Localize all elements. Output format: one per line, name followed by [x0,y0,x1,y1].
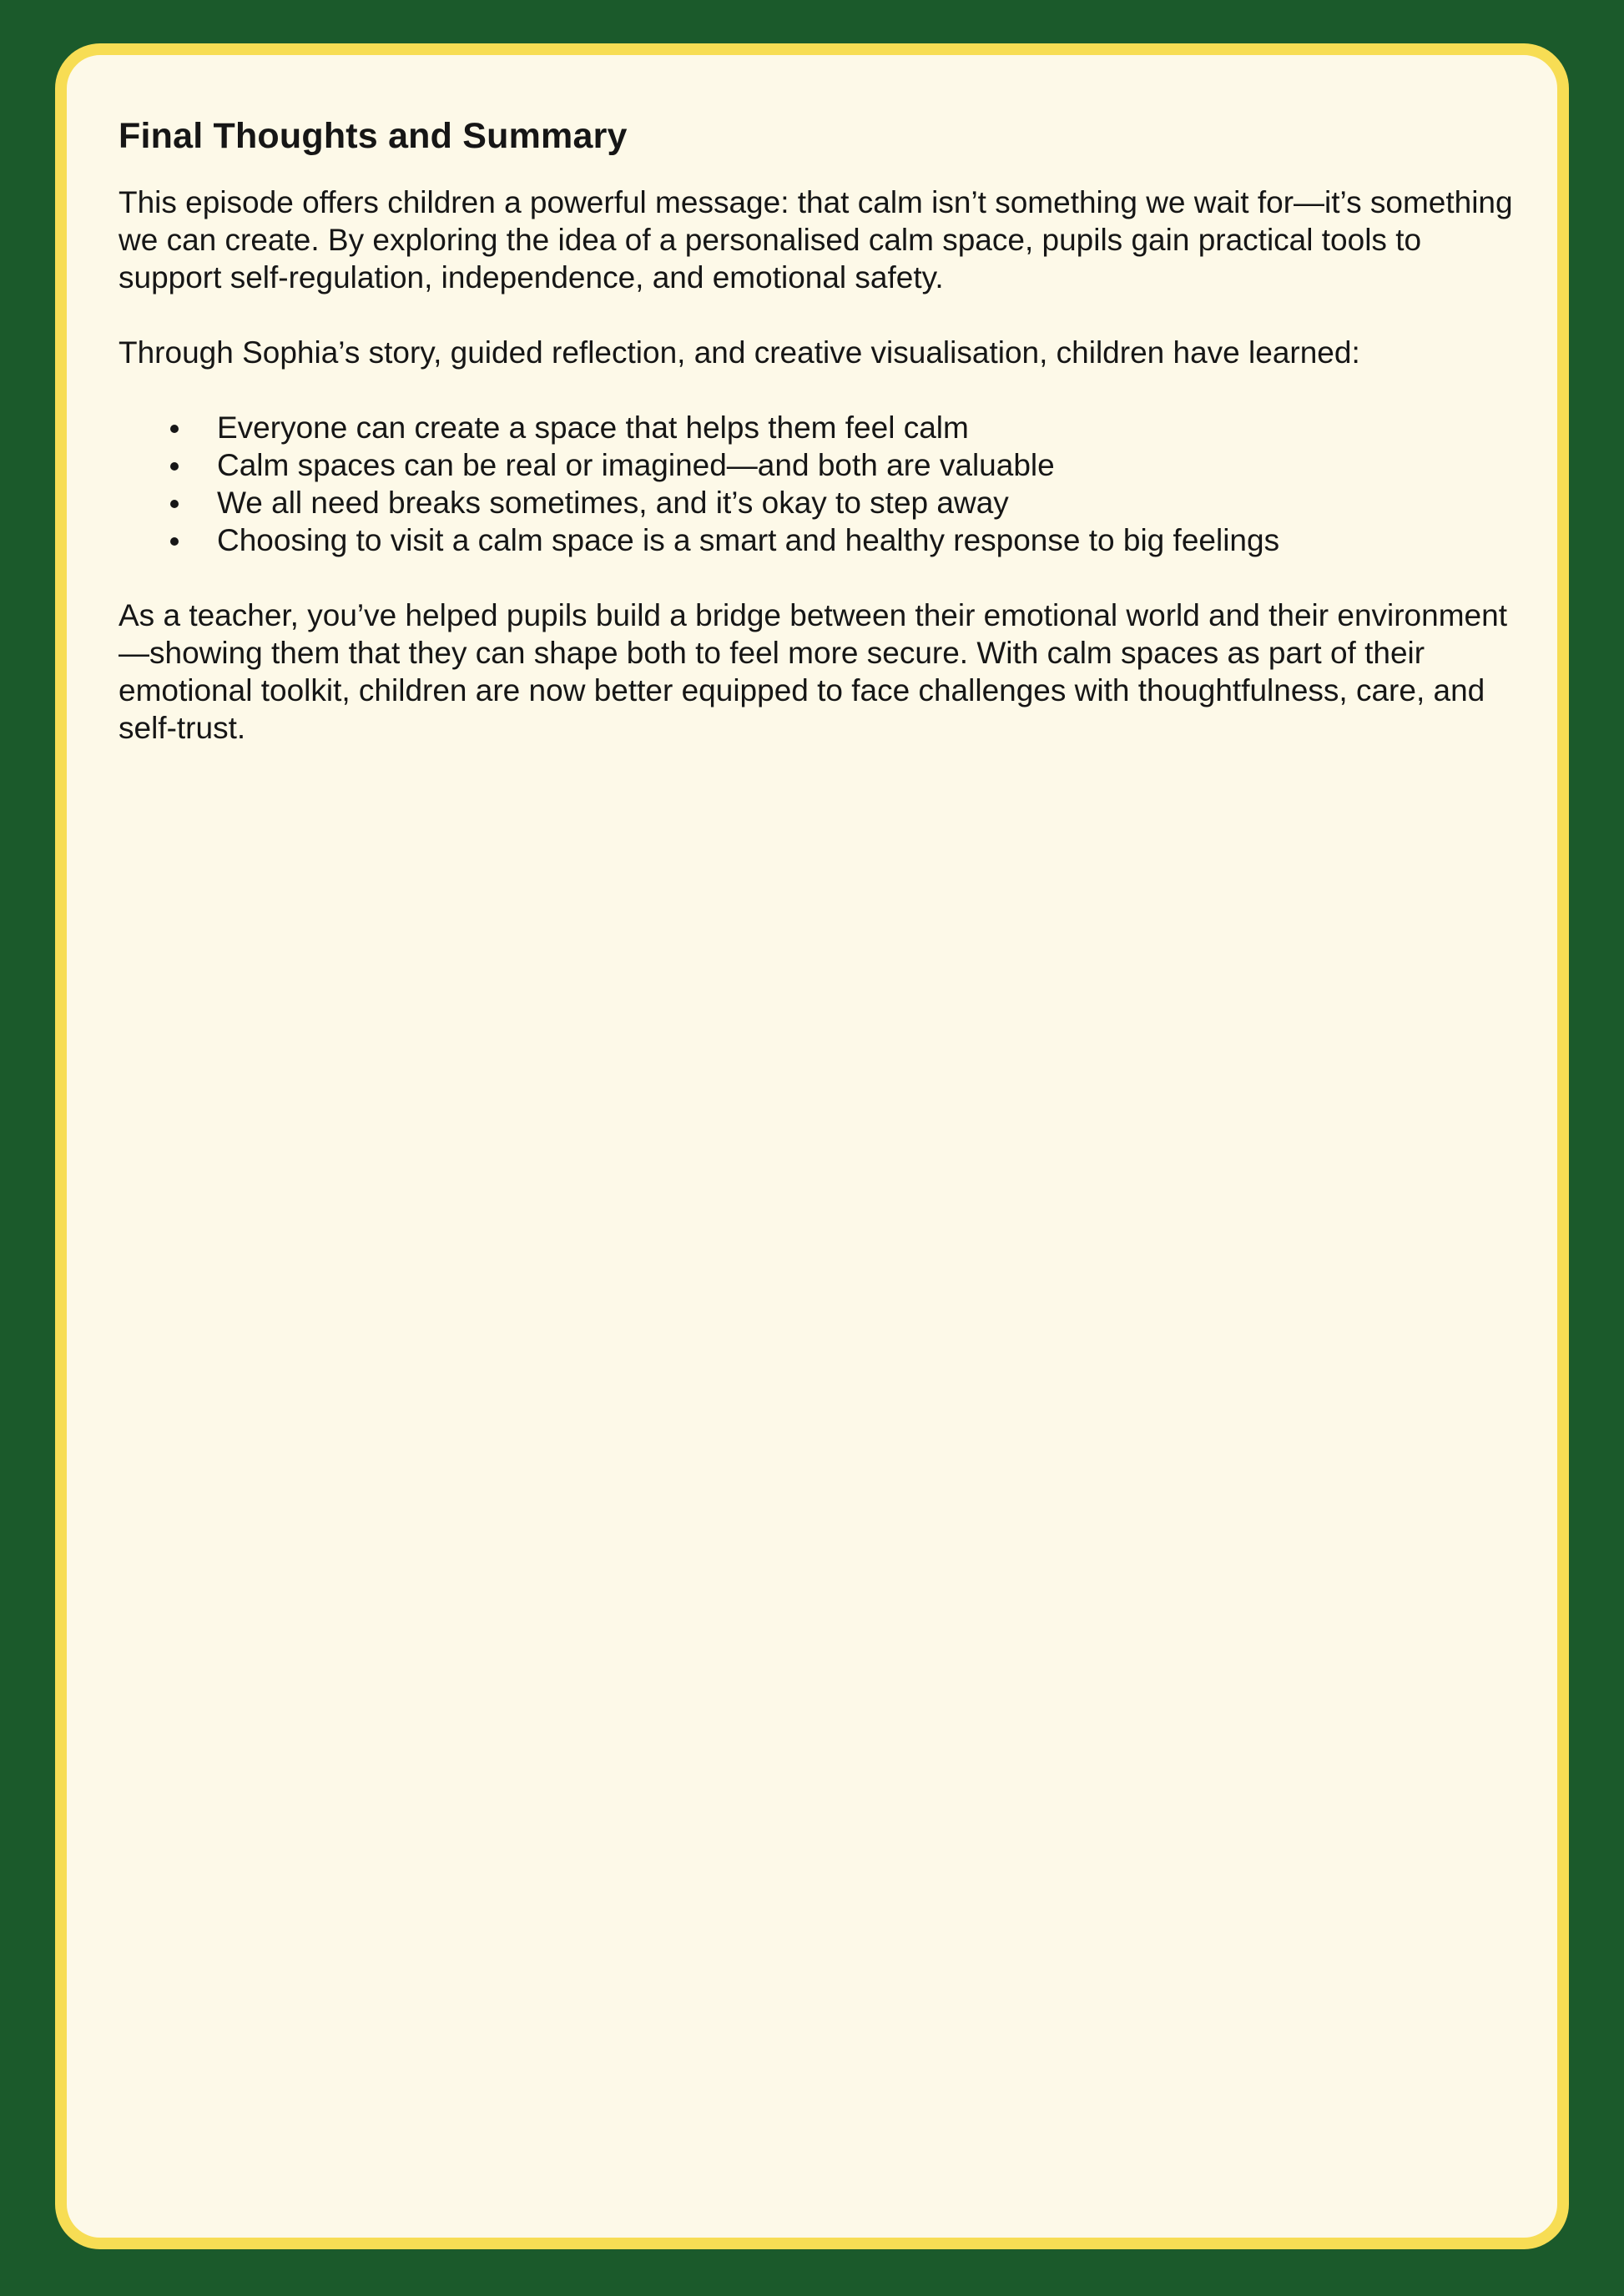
learning-points-list [119,409,1521,559]
list-item [119,521,1521,559]
bullet-icon [170,462,179,471]
list-item [119,409,1521,446]
list-item [119,446,1521,484]
list-item-text: Everyone can create a space that helps them feel calm [217,410,969,445]
bullet-icon [170,500,179,508]
bullet-icon [170,425,179,433]
intro-paragraph: This episode offers children a powerful message: that calm isn’t something we wait for—it’s something we can create. By exploring the idea of a personalised calm space, pupils gain practical tools to support self-regulation, independence, and emotional safety. [119,185,1513,295]
learning-intro-paragraph: Through Sophia’s story, guided reflection, and creative visualisation, children have learned: [119,335,1360,370]
document-content [119,112,1521,747]
list-item-text: We all need breaks sometimes, and it’s okay to step away [217,486,1009,520]
closing-paragraph: As a teacher, you’ve helped pupils build a bridge between their emotional world and their environment—showing them that they can shape both to feel more secure. With calm spaces as part of their emotional toolkit, children are now better equipped to face challenges with thoughtfulness, care, and self-trust. [119,598,1507,745]
list-item [119,484,1521,521]
list-item-text: Calm spaces can be real or imagined—and both are valuable [217,448,1055,482]
page-title: Final Thoughts and Summary [119,116,628,156]
list-item-text: Choosing to visit a calm space is a smart and healthy response to big feelings [217,523,1280,557]
bullet-icon [170,537,179,546]
